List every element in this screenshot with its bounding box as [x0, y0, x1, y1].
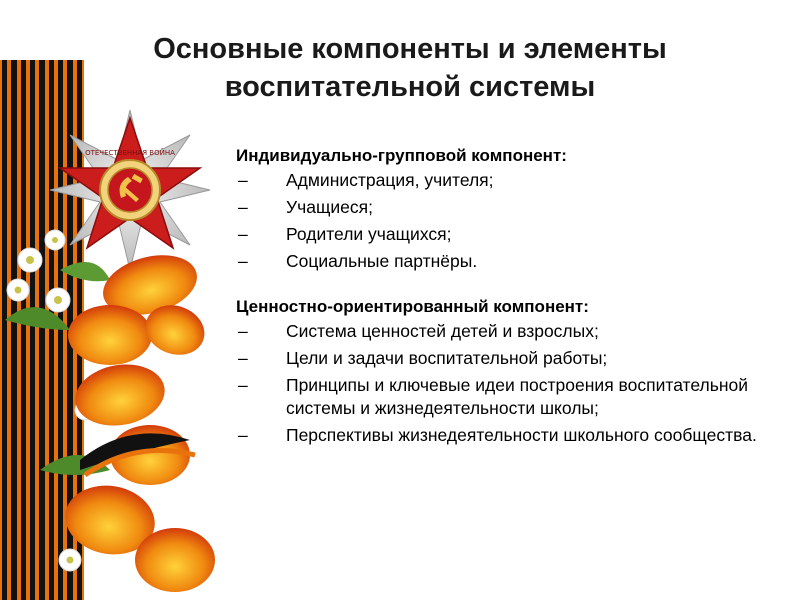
section-heading: Индивидуально-групповой компонент:	[236, 146, 567, 165]
bullet-dash: –	[238, 251, 248, 271]
list-item	[236, 374, 776, 420]
bullet-dash: –	[238, 321, 248, 341]
list-item	[236, 347, 776, 370]
item-list	[236, 169, 776, 273]
list-item	[236, 169, 776, 192]
list-item	[236, 223, 776, 246]
section-individual-group	[236, 144, 776, 273]
bullet-dash: –	[238, 348, 248, 368]
list-item-text: Перспективы жизнедеятельности школьного сообщества.	[286, 425, 757, 445]
bullet-dash: –	[238, 170, 248, 190]
list-item	[236, 196, 776, 219]
list-item	[236, 320, 776, 343]
title-line-1: Основные компоненты и элементы	[153, 33, 667, 65]
bullet-dash: –	[238, 375, 248, 395]
list-item	[236, 250, 776, 273]
list-item-text: Социальные партнёры.	[286, 251, 478, 271]
list-item-text: Система ценностей детей и взрослых;	[286, 321, 599, 341]
list-item-text: Учащиеся;	[286, 197, 373, 217]
order-inscription: ОТЕЧЕСТВЕННАЯ ВОЙНА	[85, 149, 175, 157]
section-value-oriented	[236, 295, 776, 447]
item-list	[236, 320, 776, 447]
section-heading: Ценностно-ориентированный компонент:	[236, 297, 589, 316]
bullet-dash: –	[238, 197, 248, 217]
slide-content	[236, 144, 776, 469]
bullet-dash: –	[238, 425, 248, 445]
list-item	[236, 424, 776, 447]
slide-title	[100, 30, 720, 106]
list-item-text: Администрация, учителя;	[286, 170, 494, 190]
title-line-2: воспитательной системы	[224, 71, 596, 103]
bullet-dash: –	[238, 224, 248, 244]
list-item-text: Принципы и ключевые идеи построения воспитательной системы и жизнедеятельности школы;	[286, 375, 749, 418]
list-item-text: Цели и задачи воспитательной работы;	[286, 348, 608, 368]
list-item-text: Родители учащихся;	[286, 224, 452, 244]
